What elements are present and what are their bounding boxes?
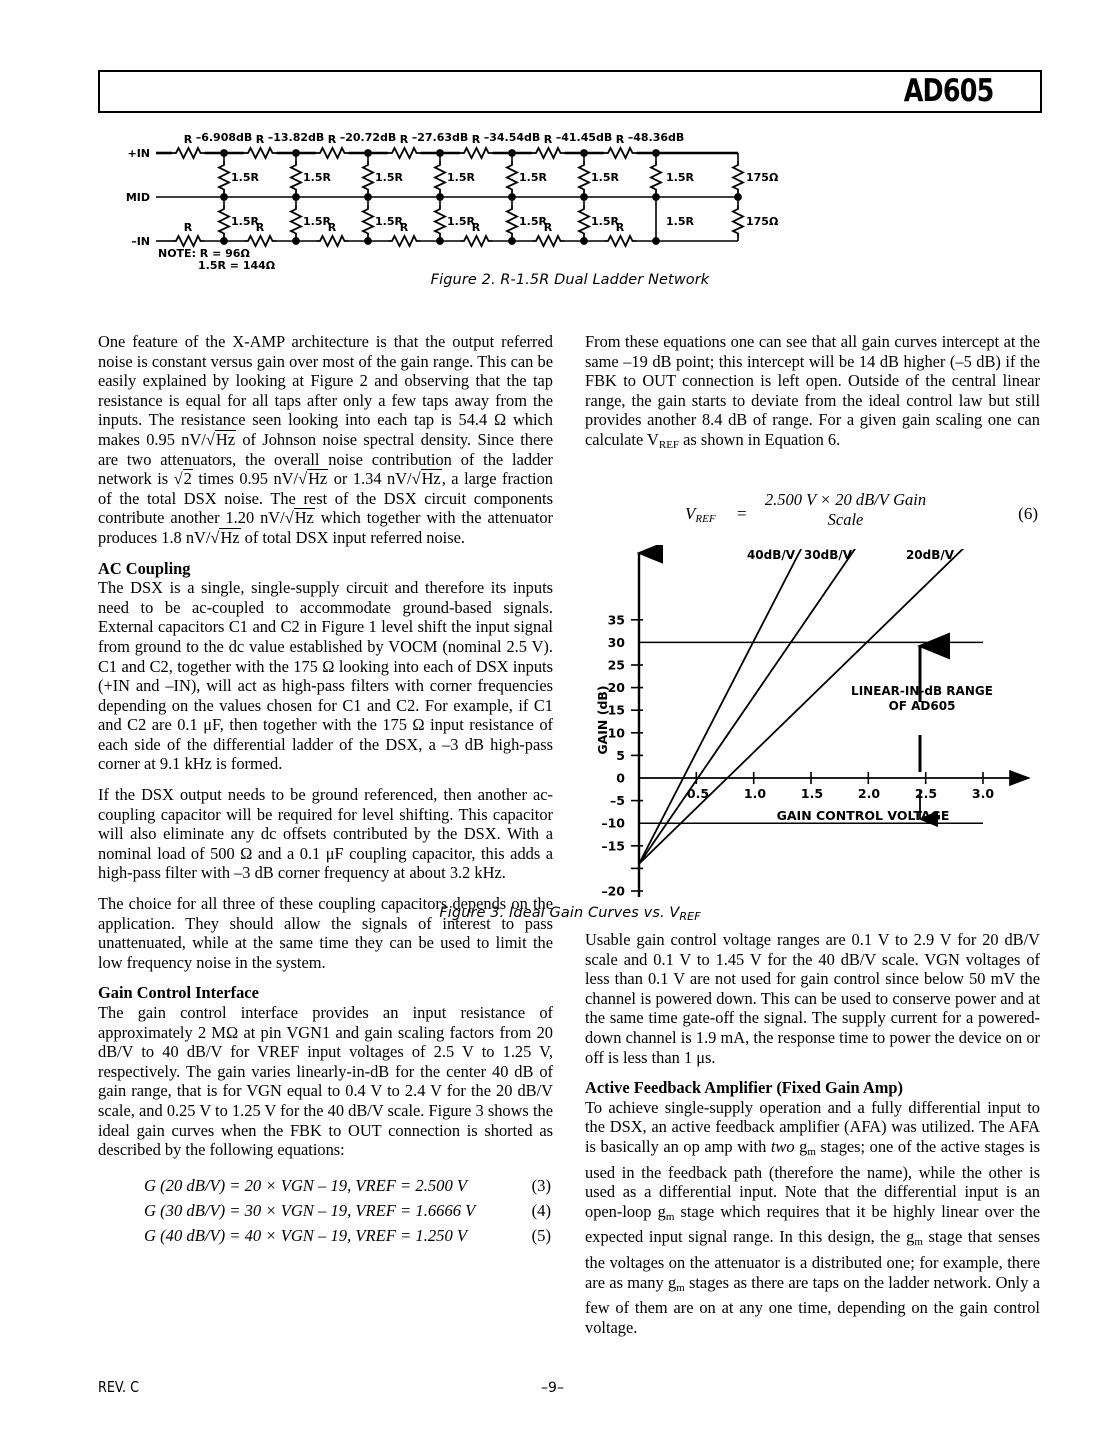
heading-gain-control-interface: Gain Control Interface: [98, 983, 259, 1003]
shunt-r-label: 1.5R: [303, 171, 331, 184]
heading-active-feedback-amplifier: Active Feedback Amplifier (Fixed Gain Amp): [585, 1078, 903, 1098]
curve-labels: [747, 548, 955, 562]
x-axis-title: GAIN CONTROL VOLTAGE: [776, 808, 950, 823]
equation-6-equals: =: [737, 504, 747, 523]
series-r-label: R: [327, 221, 337, 234]
equation-6-fraction: [753, 490, 938, 530]
equation-6-number: (6): [1018, 504, 1038, 523]
shunt-r-label: 1.5R: [666, 171, 694, 184]
x-tick-label: 1.5: [800, 786, 824, 801]
x-tick-label: 0.5: [686, 786, 710, 801]
shunt-r-label: 1.5R: [231, 171, 259, 184]
y-tick-label: 10: [607, 725, 625, 741]
tap-attenuation-label: –6.908dB: [195, 131, 253, 144]
figure-3-gain-curves: [585, 545, 1040, 905]
ladder-note-line-1: NOTE: R = 96Ω: [158, 247, 250, 260]
ladder-network-svg: [98, 125, 1042, 270]
curve-label-20dbv: 20dB/V: [905, 548, 955, 562]
paragraph-intercept-tail: as shown in Equation 6.: [679, 429, 841, 449]
paragraph-output-coupling: If the DSX output needs to be ground referenced, then another ac-coupling capacitor will be required for level shifting. This capacitor will also eliminate any dc offsets contributed by the DSX. With a nominal load of 500 Ω and a 0.1 μF coupling capacitor, this adds a high-pass filter with –3 dB corner frequency at about 3.2 kHz.: [98, 785, 553, 883]
shunt-r-label: 1.5R: [447, 171, 475, 184]
y-tick-label: –10: [601, 815, 625, 831]
equation-6-numerator: 2.500 V × 20 dB/V: [764, 490, 889, 509]
series-r-label: R: [471, 133, 481, 146]
y-tick-label: 0: [616, 770, 625, 786]
shunt-r-label: 1.5R: [591, 215, 619, 228]
figure-3-caption-sub: REF: [679, 910, 701, 923]
curve-label-30dbv: 30dB/V: [803, 548, 853, 562]
series-r-label: R: [327, 133, 337, 146]
vref-subscript: REF: [658, 438, 680, 451]
y-axis-title: GAIN (dB): [595, 685, 610, 755]
paragraph-usable-range: Usable gain control voltage ranges are 0.1 V to 2.9 V for 20 dB/V scale and 0.1 V to 1.45 V for the 40 dB/V scale. VGN voltages of less than 0.1 V are not used for gain control since below 50 mV the channel is powered down. This can be used to conserve power and at the same time gate-off the signal. The supply current for a powered-down channel is 1.9 mA, the response time to power the device on or off is less than 1 μs.: [585, 930, 1040, 1067]
tap-attenuation-label: –34.54dB: [483, 131, 541, 144]
x-tick-label: 1.0: [743, 786, 767, 801]
shunt-r-label: 1.5R: [375, 171, 403, 184]
right-text-column: [585, 332, 1040, 467]
equation-6: [585, 490, 1040, 548]
shunt-r-label: 1.5R: [375, 215, 403, 228]
label-minus-in: –IN: [131, 235, 150, 248]
y-tick-label: 30: [607, 634, 625, 650]
equation-6-lhs: $V_{REF}$: [685, 504, 716, 525]
footer-page-number: –9–: [541, 1380, 564, 1396]
footer-revision: REV. C: [98, 1378, 140, 1396]
y-tick-label: –5: [610, 793, 625, 809]
tap-attenuation-label: –41.45dB: [555, 131, 613, 144]
series-r-label: R: [399, 221, 409, 234]
series-r-label: R: [615, 221, 625, 234]
heading-ac-coupling: AC Coupling: [98, 558, 191, 578]
equation-5-number: (5): [531, 1225, 551, 1245]
x-tick-label: 3.0: [971, 786, 995, 801]
x-tick-label: 2.0: [857, 786, 881, 801]
tap-attenuation-label: –20.72dB: [339, 131, 397, 144]
label-plus-in: +IN: [127, 147, 150, 160]
header-rule: [98, 70, 1042, 113]
series-r-label: R: [615, 133, 625, 146]
series-r-label: R: [255, 221, 265, 234]
paragraph-noise: One feature of the X-AMP architecture is that the output referred noise is constant versus gain over most of the gain range. This can be easily explained by looking at Figure 2 and observing that the tap resistance is equal for all taps after only a few taps away from the inputs. The resistance seen looking into each tap is 54.4 Ω which makes 0.95 nV/√Hz of Johnson noise spectral density. Since there are two attenuators, the overall noise contribution of the ladder network is √2 times 0.95 nV/√Hz or 1.34 nV/√Hz, a large fraction of the total DSX noise. The rest of the DSX circuit components contribute another 1.20 nV/√Hz which together with the attenuator produces 1.8 nV/√Hz of total DSX input referred noise.: [98, 332, 553, 547]
equation-6-denominator: Gain Scale: [827, 490, 927, 529]
figure-2-caption: Figure 2. R-1.5R Dual Ladder Network: [430, 272, 710, 288]
shunt-r-label: 1.5R: [519, 171, 547, 184]
equation-3: [144, 1173, 553, 1198]
plus-in-rail: [156, 148, 738, 158]
curve-label-40dbv: 40dB/V: [746, 548, 796, 562]
paragraph-ac-coupling: The DSX is a single, single-supply circuit and therefore its inputs need to be ac-coupled to accommodate ground-based signals. External capacitors C1 and C2 in Figure 1 level shift the input signal from ground to the dc value established by VOCM (nominal 2.5 V). C1 and C2, together with the 175 Ω looking into each of DSX inputs (+IN and –IN), will act as high-pass filters with corner frequencies depending on the values chosen for C1 and C2. For example, if C1 and C2 are 0.1 μF, then together with the 175 Ω input resistance of each side of the differential ladder of the DSX, a –3 dB high-pass corner at 9.1 kHz is formed.: [98, 578, 553, 774]
series-r-label: R: [255, 133, 265, 146]
series-r-label: R: [543, 133, 553, 146]
series-r-label: R: [399, 133, 409, 146]
left-text-column: [98, 332, 553, 1248]
paragraph-afa: To achieve single-supply operation and a fully differential input to the DSX, an active feedback amplifier (AFA) was utilized. The AFA is basically an op amp with two $g_m$ stages; one of the active stages is used in the feedback path (therefore the name), while the other is used as a differential input. Note that the differential input is an open-loop $g_m$ stage which requires that it be highly linear over the expected input signal range. In this design, the $g_m$ stage that senses the voltages on the attenuator is a distributed one; for example, there are as many $g_m$ stages as there are taps on the ladder network. Only a few of them are on at any one time, depending on the gain control voltage.: [585, 1097, 1041, 1337]
equation-4: [144, 1198, 553, 1223]
series-r-label: R: [471, 221, 481, 234]
equation-6-lhs-sub: REF: [695, 513, 716, 525]
equation-5: [144, 1223, 553, 1248]
tap-attenuation-label: –27.63dB: [411, 131, 469, 144]
paragraph-intercept: [585, 332, 1040, 456]
annotation-line-1: LINEAR-IN-dB RANGE: [851, 684, 993, 698]
y-tick-label: 20: [607, 680, 625, 696]
page-title: AD605: [903, 73, 993, 109]
equation-4-number: (4): [531, 1200, 551, 1220]
paragraph-capacitor-choice: The choice for all three of these coupling capacitors depends on the application. They should allow the signals of interest to pass unattenuated, while at the same time they can be used to limit the low frequency noise in the system.: [98, 894, 553, 972]
series-r-label: R: [183, 221, 193, 234]
figure-3-caption: [98, 905, 1042, 923]
shunt-r-label: 1.5R: [519, 215, 547, 228]
shunt-r-label: 1.5R: [231, 215, 259, 228]
label-mid: MID: [125, 191, 150, 204]
right-text-column-lower: [585, 930, 1040, 1348]
figure-3-caption-main: Figure 3. Ideal Gain Curves vs. V: [439, 905, 680, 921]
y-axis-ticks: [631, 620, 643, 891]
paragraph-gain-control: The gain control interface provides an input resistance of approximately 2 MΩ at pin VGN1 and gain scaling factors from 20 dB/V to 40 dB/V for VREF input voltages of 2.5 V to 1.25 V, respectively. The gain varies linearly-in-dB for the center 40 dB of gain range, that is for VGN equal to 0.4 V to 2.4 V for the 20 dB/V scale, and 0.25 V to 1.25 V for the 40 dB/V scale. Figure 3 shows the ideal gain curves when the FBK to OUT connection is shorted as described by the following equations:: [98, 1003, 553, 1160]
series-r-label: R: [543, 221, 553, 234]
equation-5-body: G (40 dB/V) = 40 × VGN – 19, VREF = 1.250 V: [144, 1225, 468, 1245]
x-tick-labels: [687, 786, 994, 801]
shunt-r-label: 1.5R: [447, 215, 475, 228]
shunt-r-label: 1.5R: [303, 215, 331, 228]
ladder-note-line-2: 1.5R = 144Ω: [198, 259, 276, 270]
annotation-line-2: OF AD605: [888, 699, 956, 713]
equation-4-body: G (30 dB/V) = 30 × VGN – 19, VREF = 1.6666 V: [144, 1200, 476, 1220]
tap-attenuation-label: –13.82dB: [267, 131, 325, 144]
y-tick-label: 35: [607, 612, 625, 628]
y-tick-label: –15: [601, 838, 625, 854]
shunt-r-label: 1.5R: [666, 215, 694, 228]
termination-label: 175Ω: [746, 215, 779, 228]
figure-2-ladder-network: [98, 125, 1042, 270]
y-tick-label: –20: [601, 883, 625, 899]
y-tick-label: 15: [607, 702, 625, 718]
y-tick-label: 25: [607, 657, 625, 673]
series-r-label: R: [183, 133, 193, 146]
equation-3-body: G (20 dB/V) = 20 × VGN – 19, VREF = 2.500 V: [144, 1175, 468, 1195]
y-tick-label: 5: [616, 747, 625, 763]
x-tick-label: 2.5: [914, 786, 938, 801]
paragraph-intercept-head: From these equations one can see that all gain curves intercept at the same –19 dB point; this intercept will be 14 dB higher (–5 dB) if the FBK to OUT connection is left open. Outside of the central linear range, the gain starts to deviate from the ideal control law but still provides another 8.4 dB of range. For a given gain scaling one can calculate V: [585, 332, 1040, 449]
shunt-r-label: 1.5R: [591, 171, 619, 184]
tap-attenuation-label: –48.36dB: [627, 131, 685, 144]
termination-label: 175Ω: [746, 171, 779, 184]
minus-in-rail: [156, 236, 738, 246]
equation-3-number: (3): [531, 1175, 551, 1195]
gain-curves-chart: [585, 545, 1040, 905]
